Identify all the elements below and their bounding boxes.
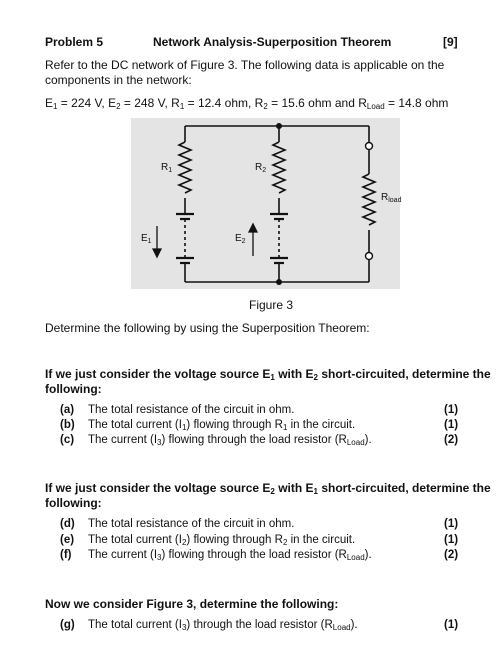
section3-heading: Now we consider Figure 3, determine the following: (45, 597, 339, 611)
section2-heading: If we just consider the voltage source $E_2$ with $E_1$ short-circuited, determine the (45, 481, 491, 496)
problem-title: Network Analysis-Superposition Theorem (153, 35, 392, 49)
figure-caption: Figure 3 (249, 298, 294, 312)
problem-marks: [9] (443, 35, 458, 49)
question-d: (d) The total resistance of the circuit in ohm. (1) (60, 518, 459, 530)
section1-heading-line2: following: (45, 382, 102, 396)
question-a: (a) The total resistance of the circuit in ohm. (1) (60, 404, 459, 416)
r1-label: $R_1$ (161, 162, 173, 174)
intro-line-1: Refer to the DC network of Figure 3. The following data is applicable on the (45, 58, 445, 72)
instruction: Determine the following by using the Superposition Theorem: (45, 321, 370, 335)
e2-label: $E_2$ (235, 233, 246, 245)
component-values: $E_1 = 224$ V, $E_2 = 248$ V, $R_1 = 12.4$ ohm, $R_2 = 15.6$ ohm and $R_{Load} = 14.8$ ohm (45, 96, 449, 111)
rload-label: $R_{load}$ (381, 192, 402, 204)
circuit-figure (131, 118, 400, 289)
section2-heading-line2: following: (45, 496, 102, 510)
question-f: (f) The current $(I_3)$ flowing through the load resistor $(R_{Load})$. (2) (60, 549, 459, 562)
circuit-diagram (131, 118, 400, 289)
r2-label: $R_2$ (255, 162, 267, 174)
question-b: (b) The total current $(I_1)$ flowing through $R_1$ in the circuit. (1) (60, 419, 459, 432)
question-g: (g) The total current $(I_3)$ through the load resistor $(R_{Load})$. (1) (60, 619, 459, 632)
section1-heading: If we just consider the voltage source $E_1$ with $E_2$ short-circuited, determine the (45, 367, 491, 382)
e1-label: $E_1$ (141, 233, 152, 245)
intro-line-2: components in the network: (45, 73, 192, 87)
question-c: (c) The current $(I_3)$ flowing through the load resistor $(R_{Load})$. (2) (60, 434, 459, 447)
problem-number: Problem 5 (45, 35, 104, 49)
question-e: (e) The total current $(I_2)$ flowing through $R_2$ in the circuit. (1) (60, 534, 459, 547)
